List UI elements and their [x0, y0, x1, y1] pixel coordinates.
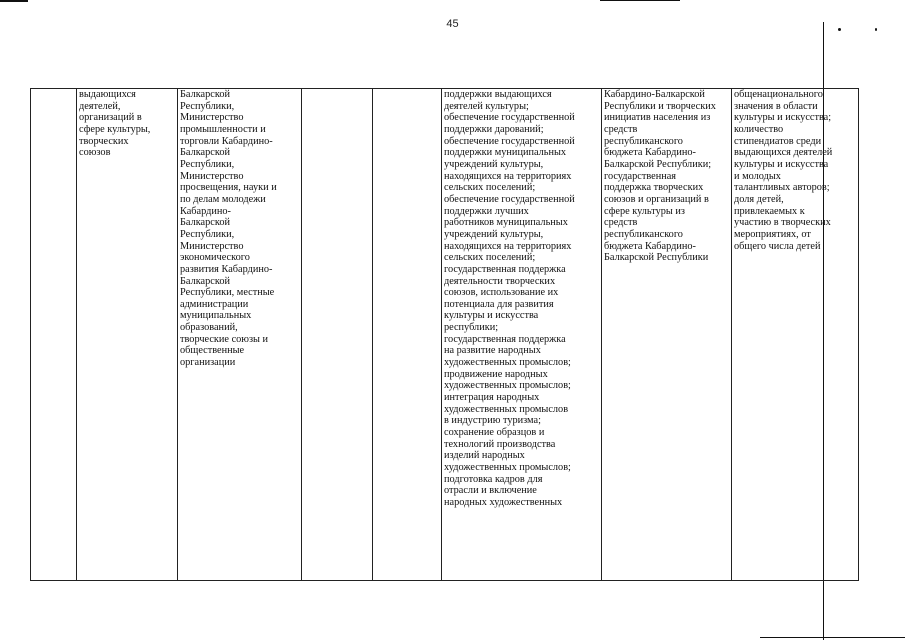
- cell-line: Республики,: [180, 228, 235, 240]
- cell-measures: [442, 89, 602, 581]
- cell-line: республиканского: [604, 135, 683, 147]
- cell-line: союзов: [79, 147, 111, 159]
- scan-mark-dot-1: [838, 28, 841, 31]
- cell-line: торговли Кабардино-: [180, 135, 273, 147]
- cell-line: союзов и организаций в: [604, 193, 709, 205]
- cell-line: подготовка кадров для: [444, 473, 543, 485]
- cell-line: Республики,: [180, 158, 235, 170]
- cell-line: Кабардино-Балкарской: [604, 89, 705, 100]
- cell-line: поддержки муниципальных: [444, 147, 567, 159]
- cell-line: сфере культуры из: [604, 205, 685, 217]
- cell-line: Министерство: [180, 170, 244, 182]
- cell-line: поддержки выдающихся: [444, 89, 552, 100]
- cell-executors: [178, 89, 302, 581]
- cell-line: по делам молодежи: [180, 193, 266, 205]
- cell-line: экономического: [180, 252, 250, 264]
- cell-line: сельских поселений;: [444, 252, 536, 264]
- cell-line: обеспечение государственной: [444, 112, 575, 124]
- cell-line: художественных промыслов;: [444, 380, 571, 392]
- scan-mark-top-left: [0, 0, 28, 2]
- cell-line: участию в творческих: [734, 217, 831, 229]
- cell-line: значения в области: [734, 100, 818, 112]
- cell-line: государственная поддержка: [444, 333, 566, 345]
- cell-line: народных художественных: [444, 496, 563, 508]
- cell-line: Балкарской: [180, 275, 230, 287]
- cell-line: сельских поселений;: [444, 182, 536, 194]
- cell-line: Республики, местные: [180, 287, 275, 299]
- cell-line: организации: [180, 357, 236, 369]
- cell-line: выдающихся деятелей: [734, 147, 833, 159]
- cell-line: талантливых авторов;: [734, 182, 830, 194]
- cell-line: выдающихся: [79, 89, 136, 100]
- cell-line: сохранение образцов и: [444, 427, 545, 439]
- funding-text: [604, 89, 729, 264]
- cell-line: обеспечение государственной: [444, 135, 575, 147]
- cell-line: общенационального: [734, 89, 823, 100]
- cell-line: поддержки дарований;: [444, 123, 544, 135]
- cell-line: Балкарской: [180, 217, 230, 229]
- cell-line: Министерство: [180, 112, 244, 124]
- cell-line: деятелей,: [79, 100, 121, 112]
- cell-line: и молодых: [734, 170, 781, 182]
- scan-mark-dot-2: [875, 28, 877, 31]
- cell-line: Балкарской: [180, 147, 230, 159]
- cell-line: бюджета Кабардино-: [604, 240, 696, 252]
- cell-line: администрации: [180, 298, 249, 310]
- cell-line: образований,: [180, 322, 238, 334]
- cell-line: культуры и искусства;: [734, 112, 832, 124]
- cell-line: мероприятиях, от: [734, 228, 811, 240]
- cell-line: на развитие народных: [444, 345, 541, 357]
- cell-line: в индустрию туризма;: [444, 415, 541, 427]
- cell-line: инициатив населения из: [604, 112, 711, 124]
- cell-line: интеграция народных: [444, 392, 540, 404]
- participants-text: [79, 89, 175, 159]
- cell-line: средств: [604, 217, 638, 229]
- cell-line: технологий производства: [444, 438, 556, 450]
- cell-line: общественные: [180, 345, 245, 357]
- cell-line: стипендиатов среди: [734, 135, 822, 147]
- cell-line: развития Кабардино-: [180, 263, 273, 275]
- indicators-text: [734, 89, 856, 252]
- cell-line: государственная поддержка: [444, 263, 566, 275]
- cell-line: доля детей,: [734, 193, 784, 205]
- cell-line: работников муниципальных: [444, 217, 568, 229]
- cell-line: Балкарской Республики;: [604, 158, 712, 170]
- scan-mark-top-right: [600, 0, 680, 1]
- cell-line: Балкарской: [180, 89, 230, 100]
- cell-line: учреждений культуры,: [444, 158, 544, 170]
- cell-line: Кабардино-: [180, 205, 231, 217]
- cell-line: поддержка творческих: [604, 182, 704, 194]
- cell-line: изделий народных: [444, 450, 525, 462]
- cell-line: обеспечение государственной: [444, 193, 575, 205]
- cell-number: [31, 89, 77, 581]
- cell-line: Балкарской Республики: [604, 252, 709, 264]
- cell-line: бюджета Кабардино-: [604, 147, 696, 159]
- cell-line: количество: [734, 123, 784, 135]
- cell-funding: [602, 89, 732, 581]
- cell-line: Республики,: [180, 100, 235, 112]
- cell-line: находящихся на территориях: [444, 240, 572, 252]
- cell-line: промышленности и: [180, 123, 266, 135]
- cell-line: продвижение народных: [444, 368, 548, 380]
- table-row: [31, 89, 859, 581]
- cell-line: государственная: [604, 170, 677, 182]
- cell-line: потенциала для развития: [444, 298, 554, 310]
- cell-line: сфере культуры,: [79, 123, 151, 135]
- cell-line: привлекаемых к: [734, 205, 805, 217]
- cell-line: находящихся на территориях: [444, 170, 572, 182]
- cell-line: просвещения, науки и: [180, 182, 277, 194]
- cell-line: муниципальных: [180, 310, 252, 322]
- cell-line: организаций в: [79, 112, 142, 124]
- cell-line: общего числа детей: [734, 240, 821, 252]
- cell-line: культуры и искусства: [734, 158, 829, 170]
- cell-indicators: [732, 89, 859, 581]
- cell-participants: [77, 89, 178, 581]
- cell-line: творческие союзы и: [180, 333, 269, 345]
- executors-text: [180, 89, 299, 369]
- cell-line: Республики и творческих: [604, 100, 716, 112]
- cell-line: средств: [604, 123, 638, 135]
- cell-line: учреждений культуры,: [444, 228, 544, 240]
- cell-line: Министерство: [180, 240, 244, 252]
- cell-end-year: [373, 89, 442, 581]
- cell-line: республики;: [444, 322, 499, 334]
- cell-start-year: [302, 89, 373, 581]
- program-measures-table: [30, 88, 859, 581]
- cell-line: деятельности творческих: [444, 275, 556, 287]
- cell-line: культуры и искусства: [444, 310, 539, 322]
- cell-line: союзов, использование их: [444, 287, 559, 299]
- cell-line: художественных промыслов;: [444, 462, 571, 473]
- cell-line: республиканского: [604, 228, 683, 240]
- cell-line: творческих: [79, 135, 129, 147]
- scan-mark-bottom-right: [760, 637, 905, 638]
- cell-line: отрасли и включение: [444, 485, 537, 497]
- measures-text: [444, 89, 599, 509]
- page-number: 45: [446, 18, 459, 30]
- cell-line: художественных промыслов: [444, 403, 569, 415]
- cell-line: поддержки лучших: [444, 205, 529, 217]
- cell-line: деятелей культуры;: [444, 100, 529, 112]
- cell-line: художественных промыслов;: [444, 357, 571, 369]
